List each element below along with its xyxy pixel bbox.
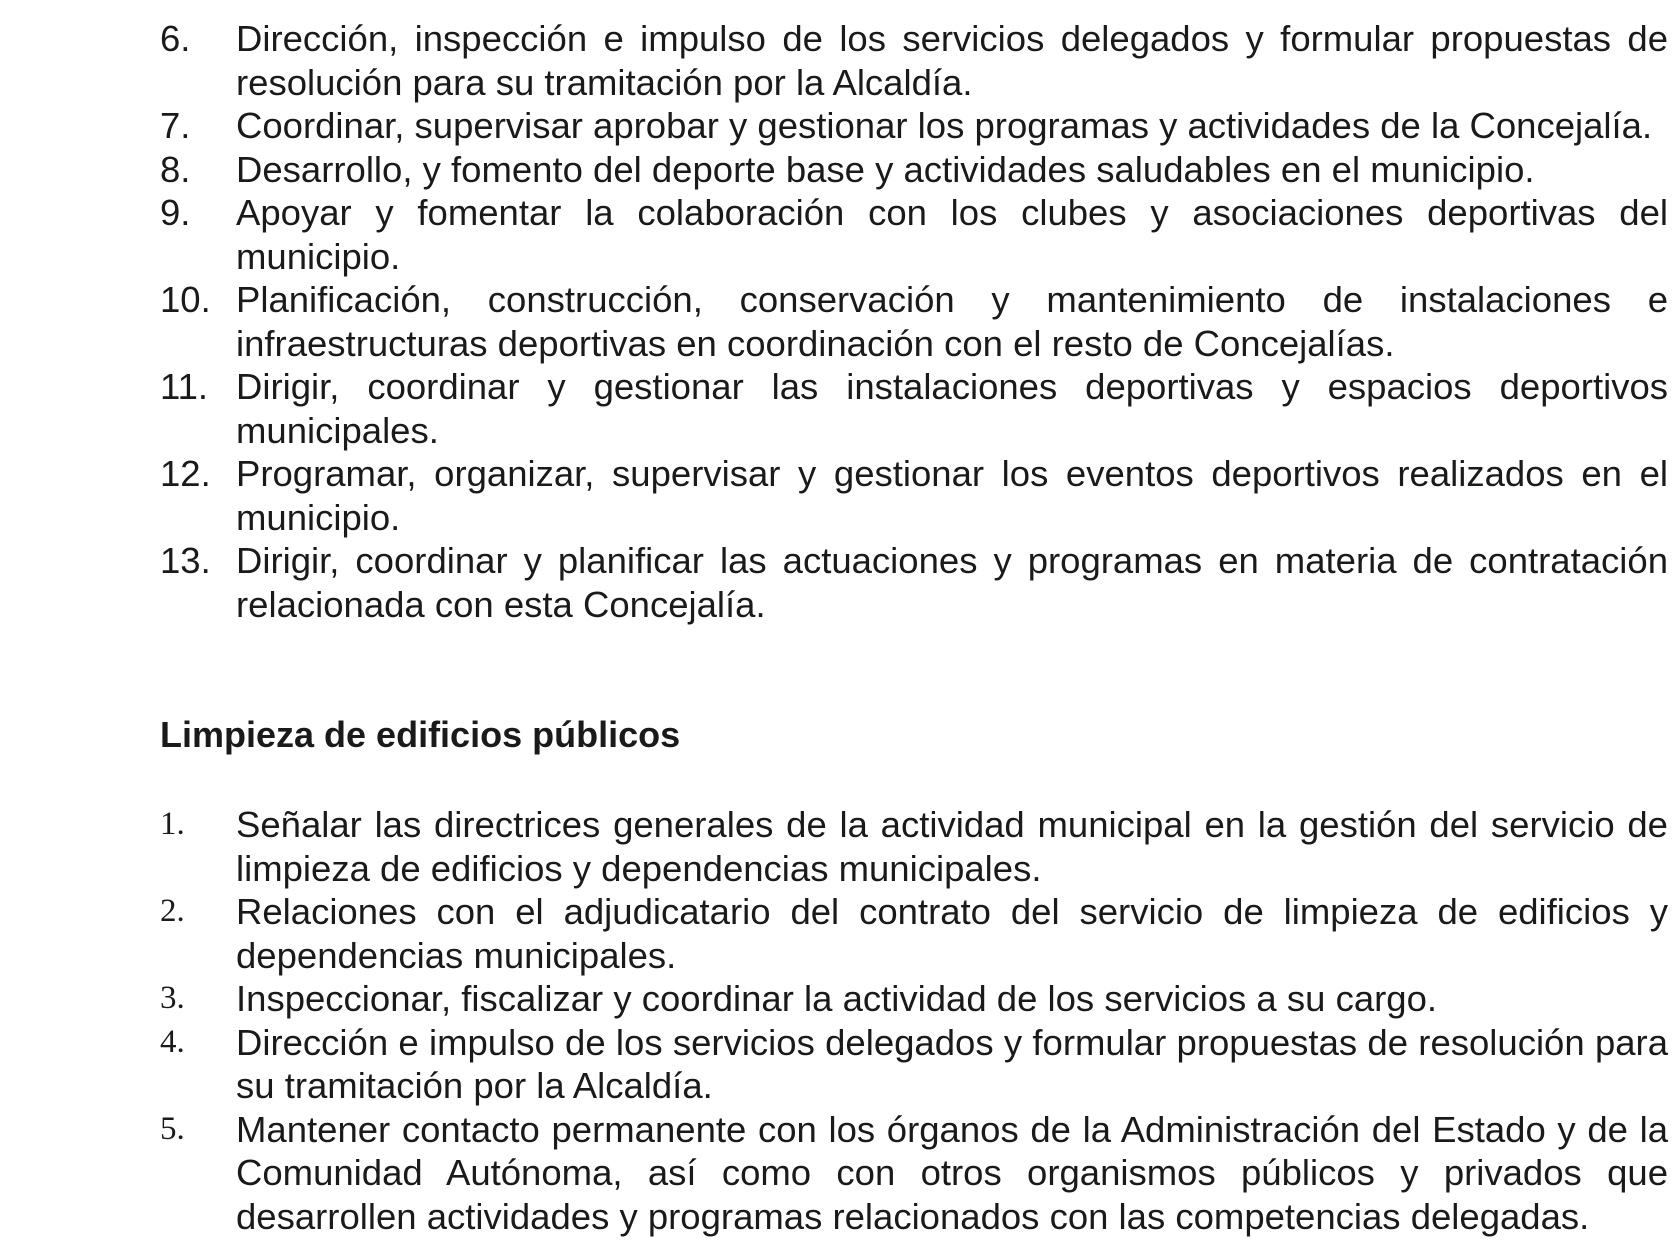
competencies-list-continued <box>160 17 1668 626</box>
list-item-number: 6. <box>160 18 191 59</box>
list-item <box>160 17 1668 104</box>
list-item-text: Apoyar y fomentar la colaboración con los clubes y asociaciones deportivas del municipio. <box>236 192 1668 277</box>
list-item-number: 7. <box>160 105 191 146</box>
list-item <box>160 148 1668 192</box>
list-item-text: Mantener contacto permanente con los órganos de la Administración del Estado y de la Comunidad Autónoma, así como con otros organismos públicos y privados que desarrollen actividades y programas relacionados con las competencias delegadas. <box>236 1108 1668 1237</box>
list-item <box>160 890 1668 977</box>
list-item-number: 12. <box>160 453 211 494</box>
list-item-number: 5. <box>160 1110 185 1147</box>
list-item <box>160 278 1668 365</box>
list-item-number: 2. <box>160 893 185 929</box>
list-item-text: Dirigir, coordinar y planificar las actuaciones y programas en materia de contratación relacionada con esta Concejalía. <box>236 540 1668 625</box>
list-item-text: Desarrollo, y fomento del deporte base y actividades saludables en el municipio. <box>236 148 1535 190</box>
list-item <box>160 977 1668 1021</box>
list-item-number: 9. <box>160 192 191 233</box>
list-item-number: 1. <box>160 806 185 842</box>
list-item-text: Programar, organizar, supervisar y gestionar los eventos deportivos realizados en el municipio. <box>236 453 1668 538</box>
list-item-text: Señalar las directrices generales de la actividad municipal en la gestión del servicio de limpieza de edificios y dependencias municipales. <box>236 804 1668 889</box>
list-item-number: 8. <box>160 148 191 190</box>
list-item-text: Dirección e impulso de los servicios delegados y formular propuestas de resolución para su tramitación por la Alcaldía. <box>236 1021 1668 1106</box>
list-item <box>160 365 1668 452</box>
list-item-text: Coordinar, supervisar aprobar y gestionar los programas y actividades de la Concejalía. <box>236 105 1653 146</box>
list-item <box>160 452 1668 539</box>
list-item-number: 11. <box>160 366 209 407</box>
list-item-text: Planificación, construcción, conservación y mantenimiento de instalaciones e infraestructuras deportivas en coordinación con el resto de Concejalías. <box>236 279 1668 364</box>
list-item-text: Inspeccionar, fiscalizar y coordinar la actividad de los servicios a su cargo. <box>236 978 1438 1019</box>
list-item <box>160 539 1668 626</box>
list-item-text: Relaciones con el adjudicatario del contrato del servicio de limpieza de edificios y dependencias municipales. <box>236 891 1668 976</box>
list-item <box>160 191 1668 278</box>
list-item-number: 13. <box>160 540 211 581</box>
list-item-number: 4. <box>160 1023 185 1060</box>
list-item-number: 10. <box>160 279 211 320</box>
list-item <box>160 1021 1668 1108</box>
cleaning-competencies-list <box>160 803 1668 1238</box>
section-heading: Limpieza de edificios públicos <box>160 714 681 755</box>
list-item-text: Dirigir, coordinar y gestionar las instalaciones deportivas y espacios deportivos municipales. <box>236 366 1668 451</box>
list-item <box>160 104 1668 148</box>
list-item <box>160 803 1668 890</box>
list-item <box>160 1108 1668 1239</box>
list-item-text: Dirección, inspección e impulso de los servicios delegados y formular propuestas de resolución para su tramitación por la Alcaldía. <box>236 18 1668 103</box>
list-item-number: 3. <box>160 980 185 1016</box>
